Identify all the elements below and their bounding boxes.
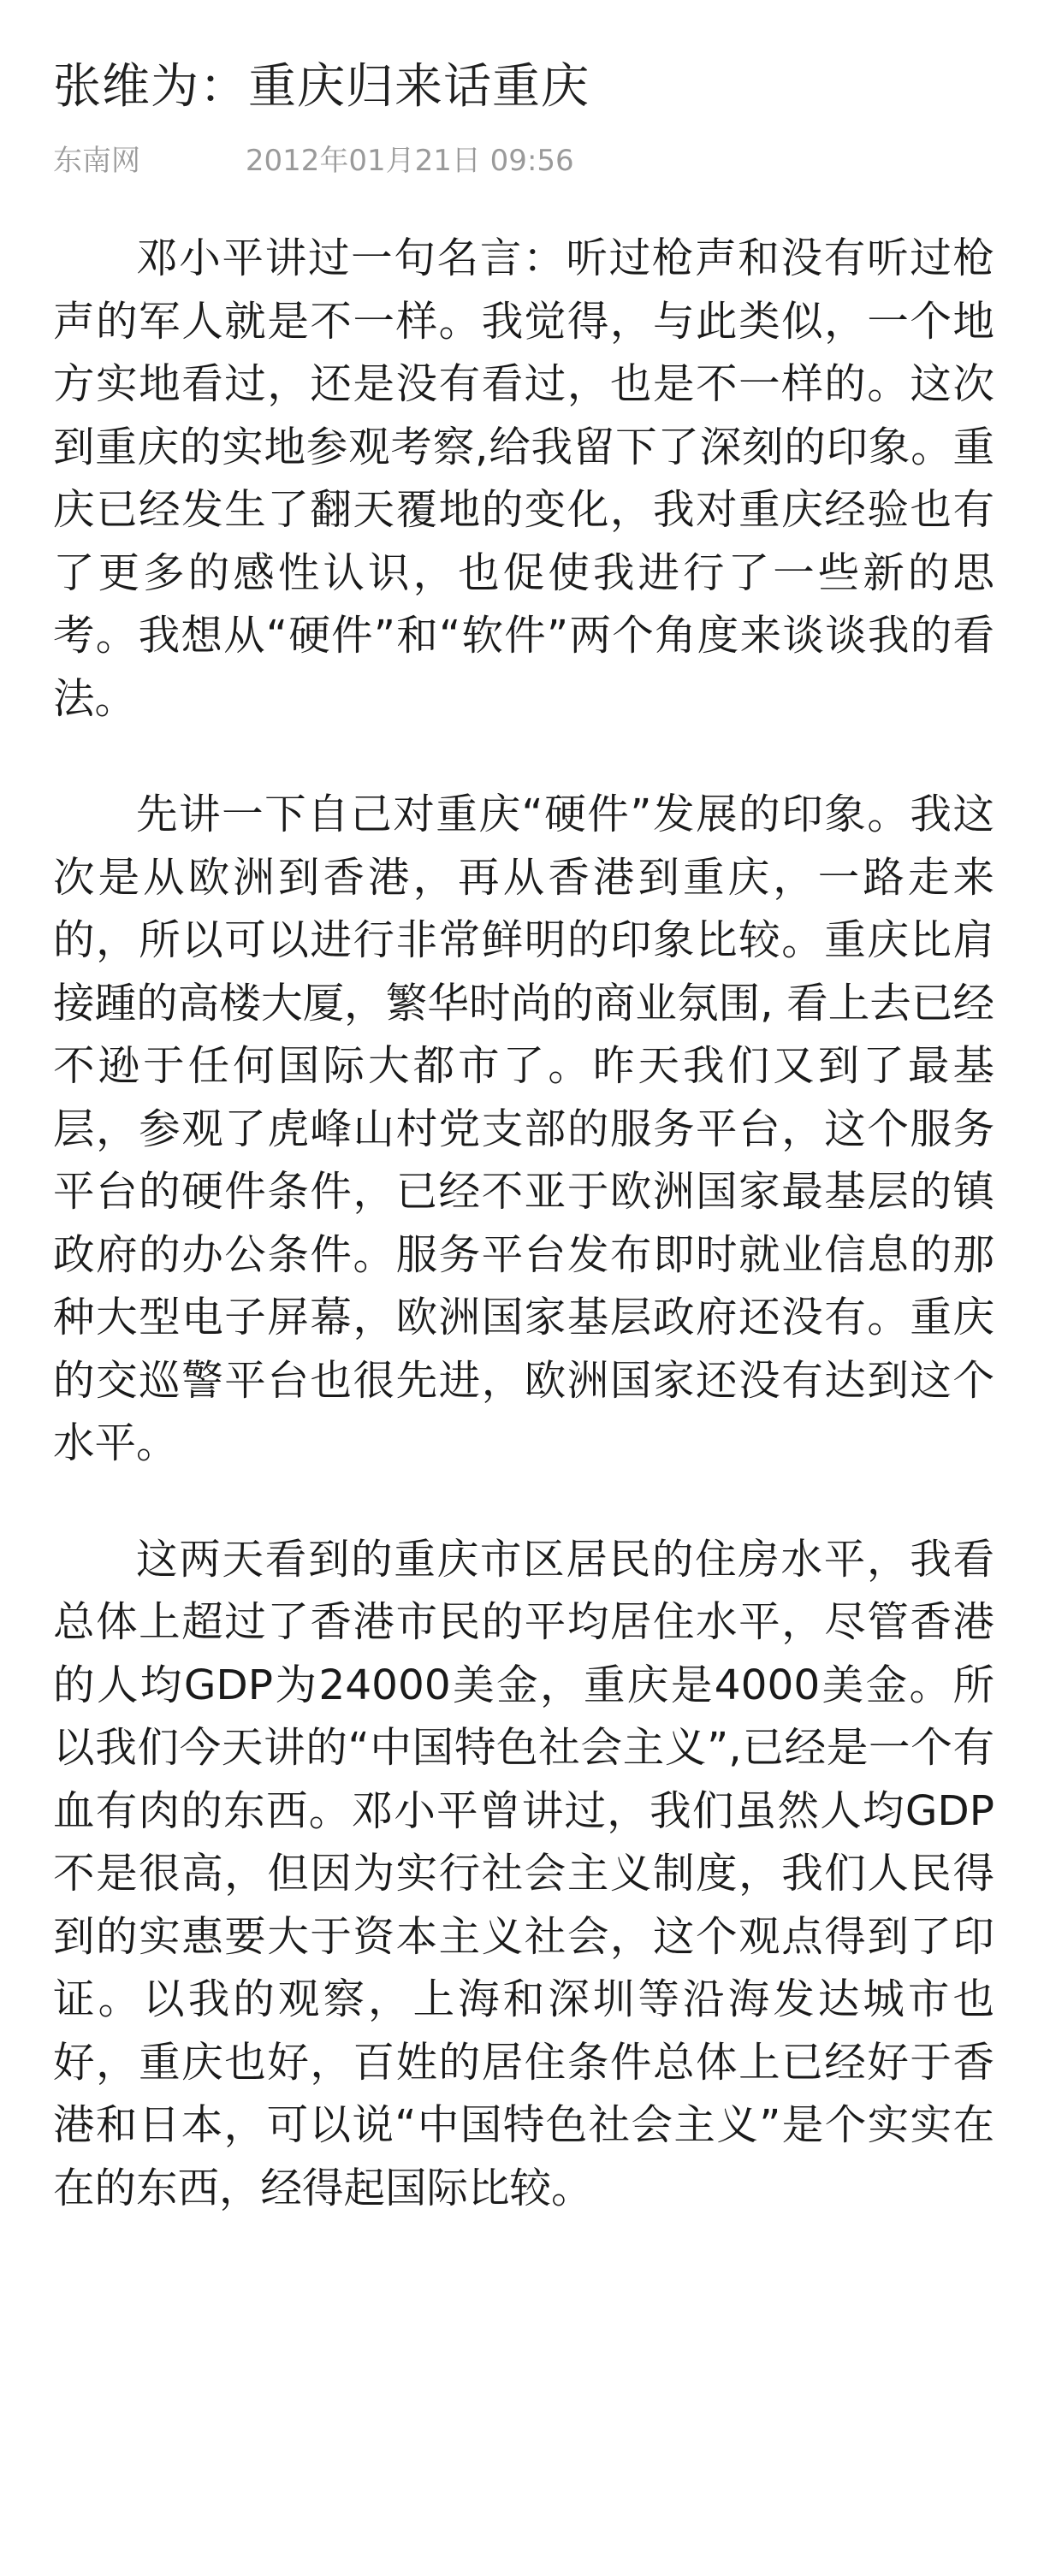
- paragraph: 邓小平讲过一句名言：听过枪声和没有听过枪声的军人就是不一样。我觉得，与此类似，一个地方实地看过，还是没有看过，也是不一样的。这次到重庆的实地参观考察,给我留下了深刻的印象。重庆已经发生了翻天覆地的变化，我对重庆经验也有了更多的感性认识，也促使我进行了一些新的思考。我想从“硬件”和“软件”两个角度来谈谈我的看法。: [53, 234, 994, 723]
- article-body: [53, 228, 994, 2220]
- article-meta: [53, 140, 994, 181]
- paragraph: 先讲一下自己对重庆“硬件”发展的印象。我这次是从欧洲到香港，再从香港到重庆，一路走来的，所以可以进行非常鲜明的印象比较。重庆比肩接踵的高楼大厦，繁华时尚的商业氛围, 看上去已经不逊于任何国际大都市了。昨天我们又到了最基层，参观了虎峰山村党支部的服务平台，这个服务平台的硬件条件，已经不亚于欧洲国家最基层的镇政府的办公条件。服务平台发布即时就业信息的那种大型电子屏幕，欧洲国家基层政府还没有。重庆的交巡警平台也很先进，欧洲国家还没有达到这个水平。: [53, 791, 994, 1467]
- paragraph: 这两天看到的重庆市区居民的住房水平，我看总体上超过了香港市民的平均居住水平，尽管香港的人均GDP为24000美金，重庆是4000美金。所以我们今天讲的“中国特色社会主义”,已经是一个有血有肉的东西。邓小平曾讲过，我们虽然人均GDP不是很高，但因为实行社会主义制度，我们人民得到的实惠要大于资本主义社会，这个观点得到了印证。以我的观察，上海和深圳等沿海发达城市也好，重庆也好，百姓的居住条件总体上已经好于香港和日本，可以说“中国特色社会主义”是个实实在在的东西，经得起国际比较。: [53, 1535, 994, 2212]
- article-title: 张维为：重庆归来话重庆: [53, 59, 590, 115]
- source-label[interactable]: 东南网: [53, 144, 140, 178]
- publish-date: 2012年01月21日 09:56: [245, 144, 574, 178]
